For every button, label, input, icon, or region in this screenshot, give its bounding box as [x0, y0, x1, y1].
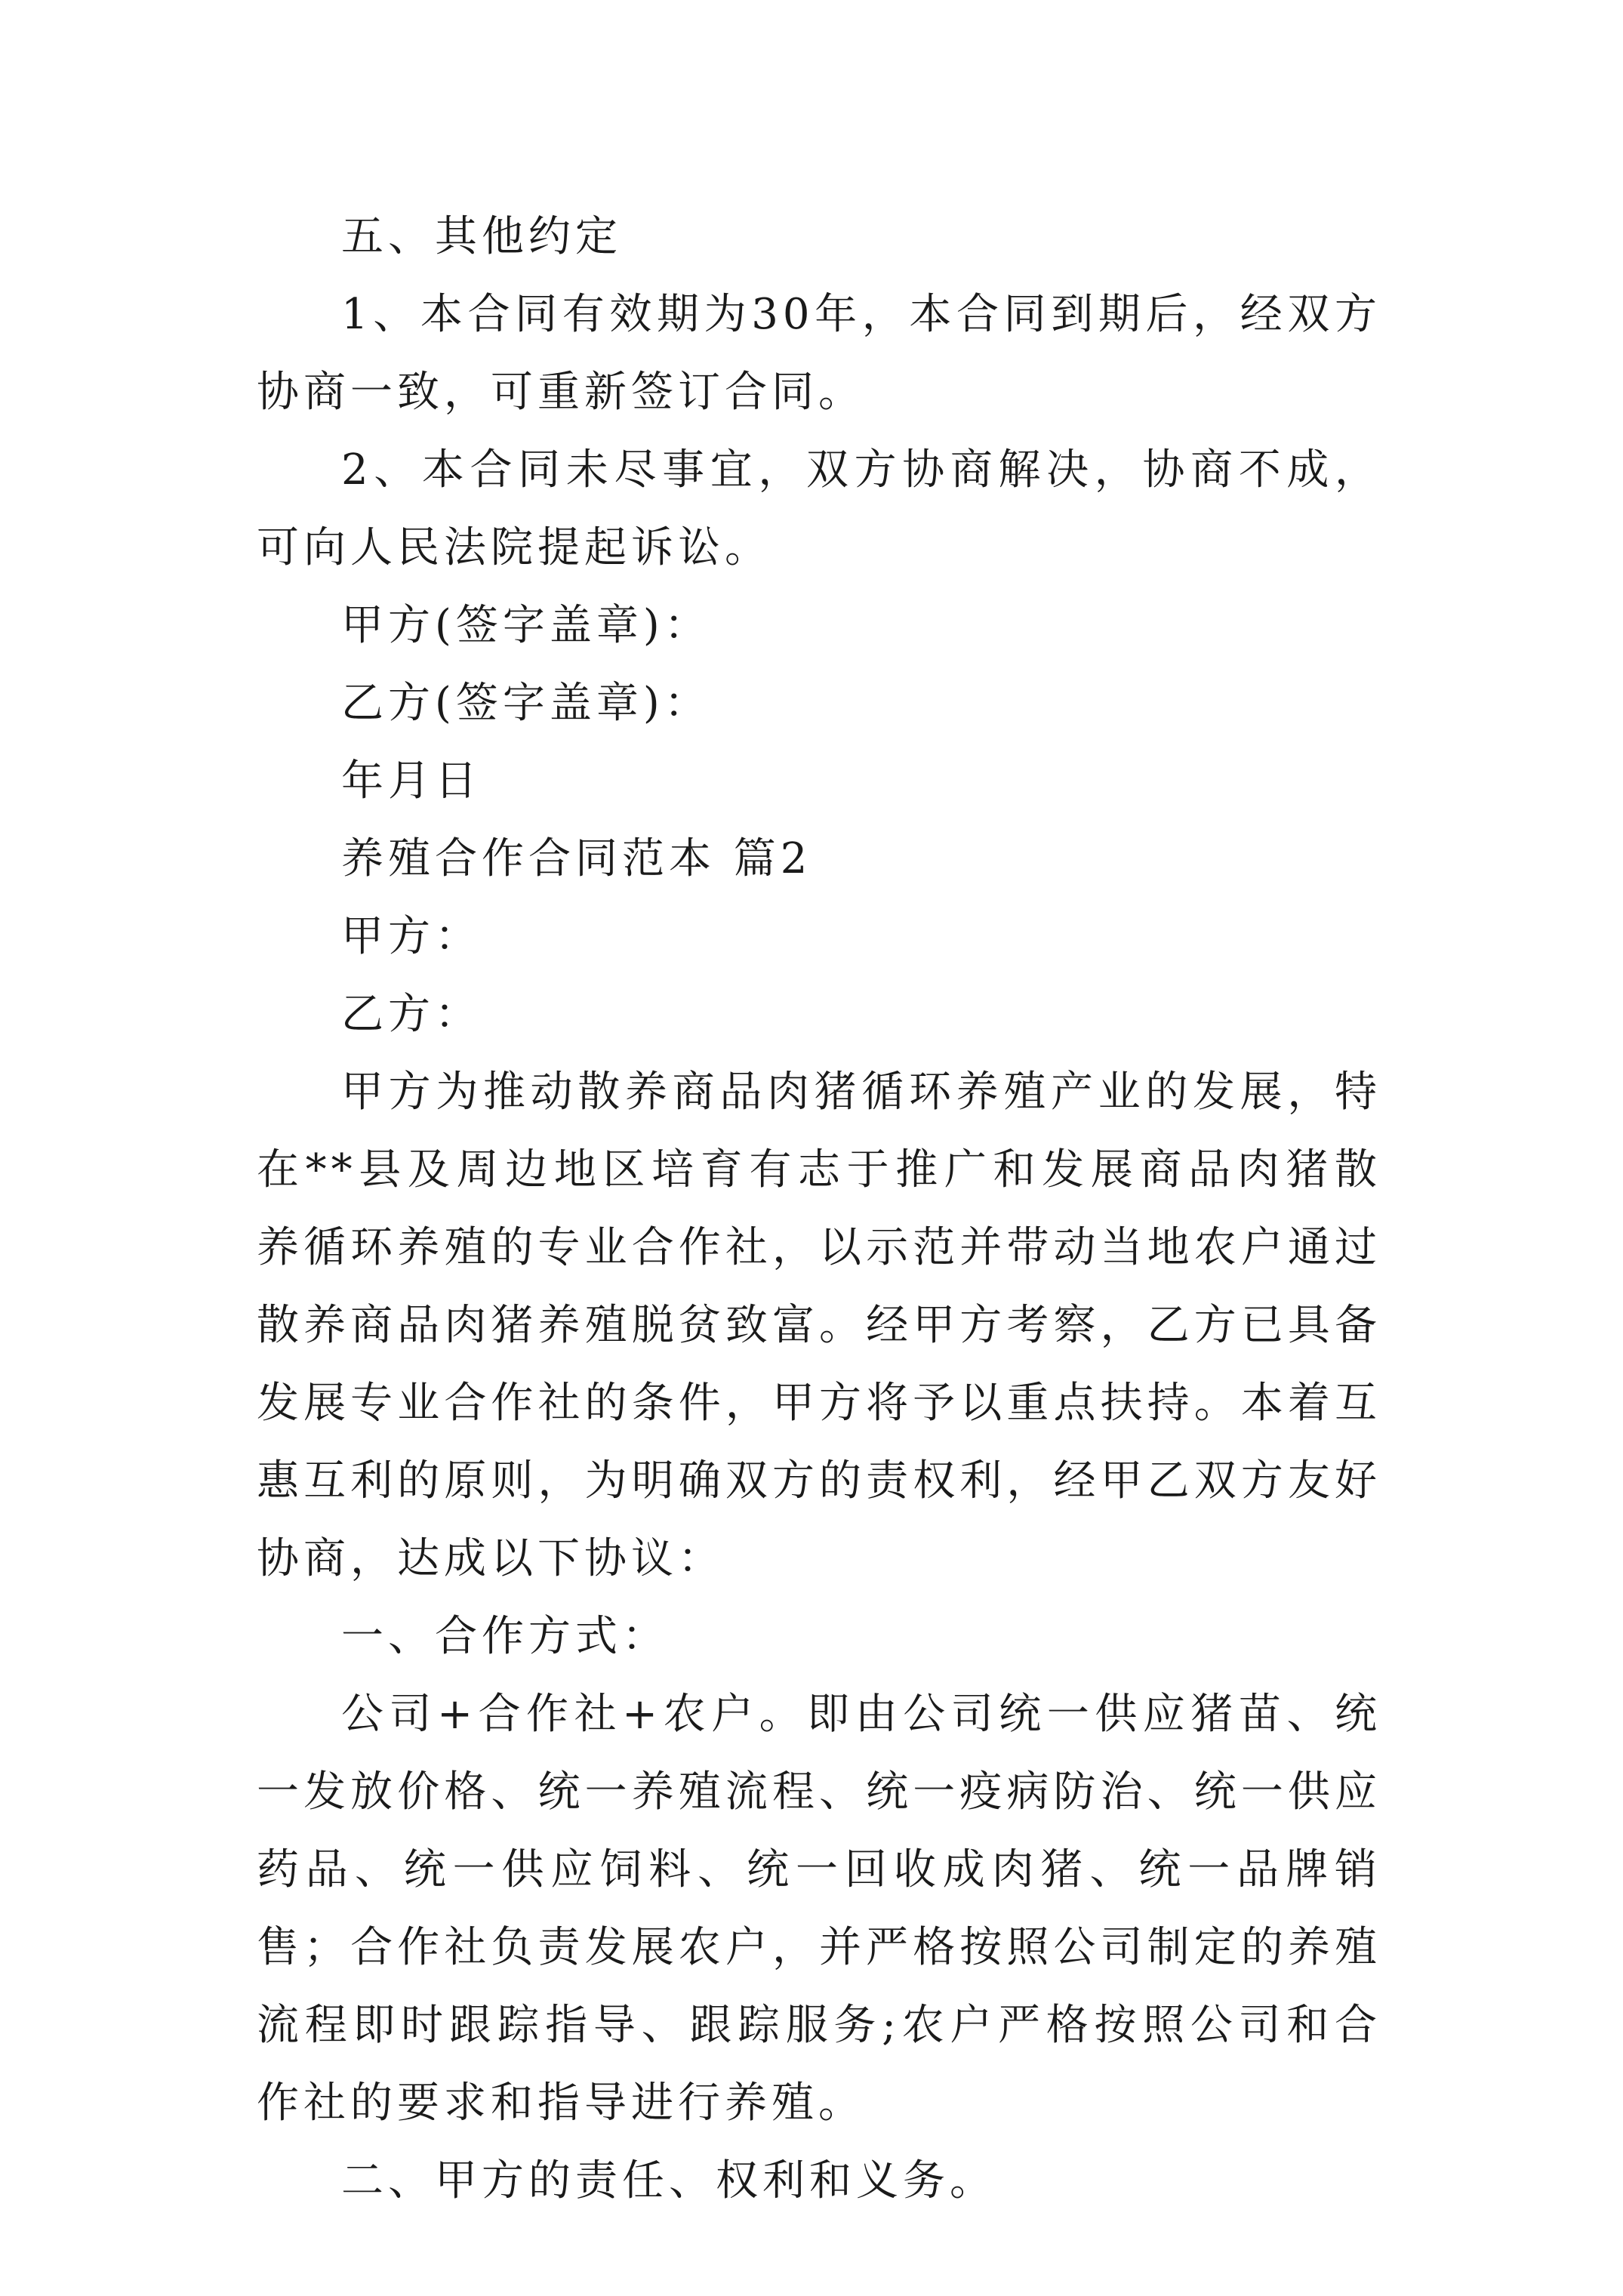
party-b-label: 乙方： — [341, 990, 482, 1039]
contract-template-title: 养殖合作合同范本 篇2 — [341, 834, 812, 883]
section-heading-other-terms: 五、其他约定 — [341, 212, 622, 261]
party-b-signature-line: 乙方(签字盖章)： — [341, 679, 711, 728]
party-a-label: 甲方： — [341, 912, 482, 961]
party-a-signature-line: 甲方(签字盖章)： — [341, 601, 711, 650]
clause-1-validity: 1、本合同有效期为30年，本合同到期后，经双方协商一致，可重新签订合同。 — [257, 290, 1381, 417]
preamble-paragraph: 甲方为推动散养商品肉猪循环养殖产业的发展，特在**县及周边地区培育有志于推广和发展商品肉猪散养循环养殖的专业合作社，以示范并带动当地农户通过散养商品肉猪养殖脱贫致富。经甲方考察，乙方已具备发展专业合作社的条件，甲方将予以重点扶持。本着互惠互利的原则，为明确双方的责权利，经甲乙双方友好协商，达成以下协议： — [257, 1068, 1381, 1583]
section-heading-cooperation-mode: 一、合作方式： — [341, 1612, 669, 1661]
date-line: 年月日 — [341, 757, 482, 806]
cooperation-mode-paragraph: 公司+合作社+农户。即由公司统一供应猪苗、统一发放价格、统一养殖流程、统一疫病防治、统一供应药品、统一供应饲料、统一回收成肉猪、统一品牌销售；合作社负责发展农户，并严格按照公司制定的养殖流程即时跟踪指导、跟踪服务;农户严格按照公司和合作社的要求和指导进行养殖。 — [257, 1690, 1381, 2128]
section-heading-party-a-duties: 二、甲方的责任、权利和义务。 — [341, 2156, 996, 2205]
document-body — [257, 198, 1381, 2220]
clause-2-disputes: 2、本合同未尽事宜，双方协商解决，协商不成，可向人民法院提起诉讼。 — [257, 445, 1381, 572]
